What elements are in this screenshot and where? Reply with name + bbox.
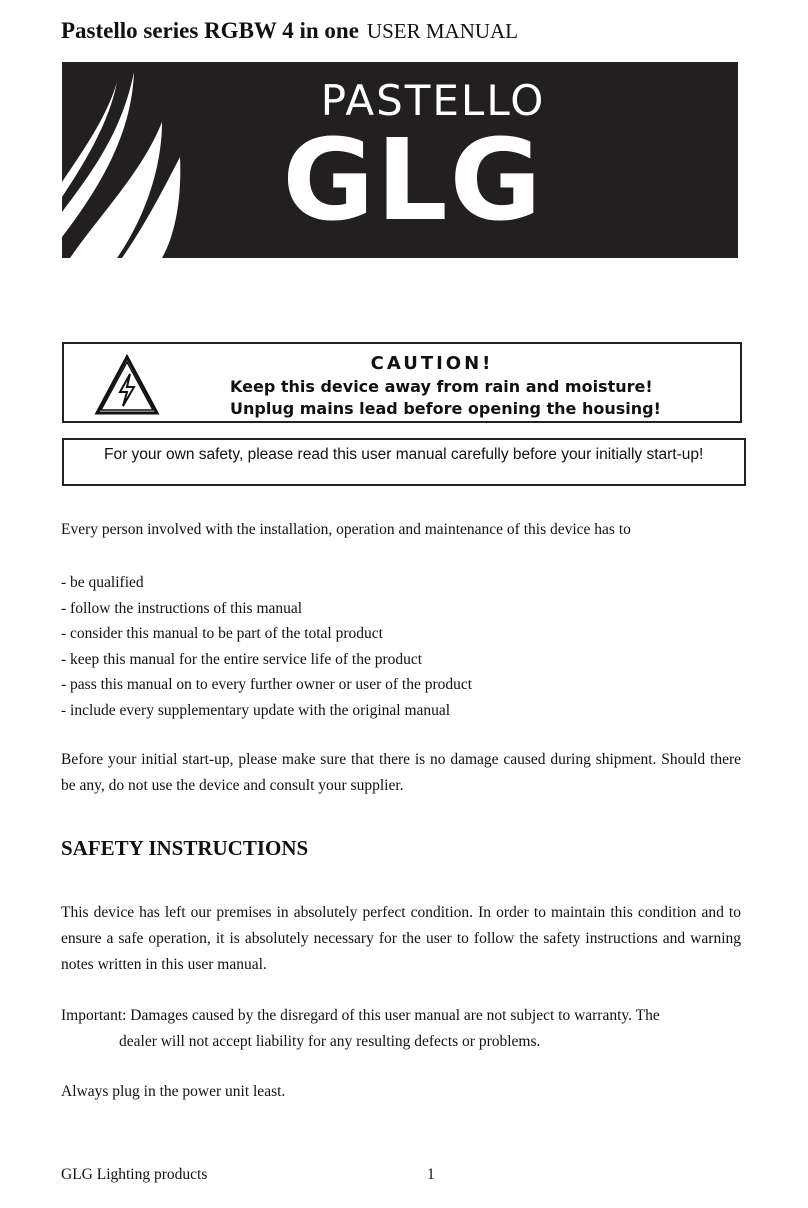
list-item: - consider this manual to be part of the total product [61,625,383,643]
footer-company: GLG Lighting products [61,1166,208,1183]
important-paragraph [61,1003,741,1055]
caution-line-rain: Keep this device away from rain and moisture! [230,377,653,396]
brand-banner [62,62,738,258]
caution-box [62,342,742,423]
safety-notice-text: For your own safety, please read this user manual carefully before your initially start-up! [104,446,704,463]
safety-notice-box [62,438,746,486]
list-item: - follow the instructions of this manual [61,599,303,617]
list-item: - pass this manual on to every further owner or user of the product [61,676,473,694]
page-number: 1 [427,1166,435,1183]
title-product: Pastello series RGBW 4 in one [61,18,359,43]
section-heading: SAFETY INSTRUCTIONS [61,836,309,860]
safety-paragraph: This device has left our premises in absolutely perfect condition. In order to maintain this condition and to ensure a safe operation, it is absolutely necessary for the user to follow the safety instructions and warning notes written in this user manual. [61,904,741,973]
list-item: - be qualified [61,574,144,591]
brand-name-pastello: PASTELLO [320,76,546,125]
list-item: - keep this manual for the entire service life of the product [61,650,423,668]
shipment-paragraph: Before your initial start-up, please make sure that there is no damage caused during shipment. Should there be any, do not use the device and consult your supplier. [61,751,741,794]
important-first-line: Important: Damages caused by the disregard of this user manual are not subject to warranty. The [61,1007,660,1024]
list-item: - include every supplementary update with the original manual [61,701,451,719]
brand-logo-glg: GLG [282,116,544,246]
requirements-list [61,570,472,724]
intro-paragraph: Every person involved with the installation, operation and maintenance of this device has to [61,521,631,538]
title-manual: USER MANUAL [366,19,519,43]
caution-line-unplug: Unplug mains lead before opening the housing! [230,399,661,418]
plug-note: Always plug in the power unit least. [61,1083,286,1100]
important-continuation: dealer will not accept liability for any resulting defects or problems. [119,1033,541,1050]
document-title [61,18,518,44]
caution-heading: CAUTION! [370,353,494,374]
